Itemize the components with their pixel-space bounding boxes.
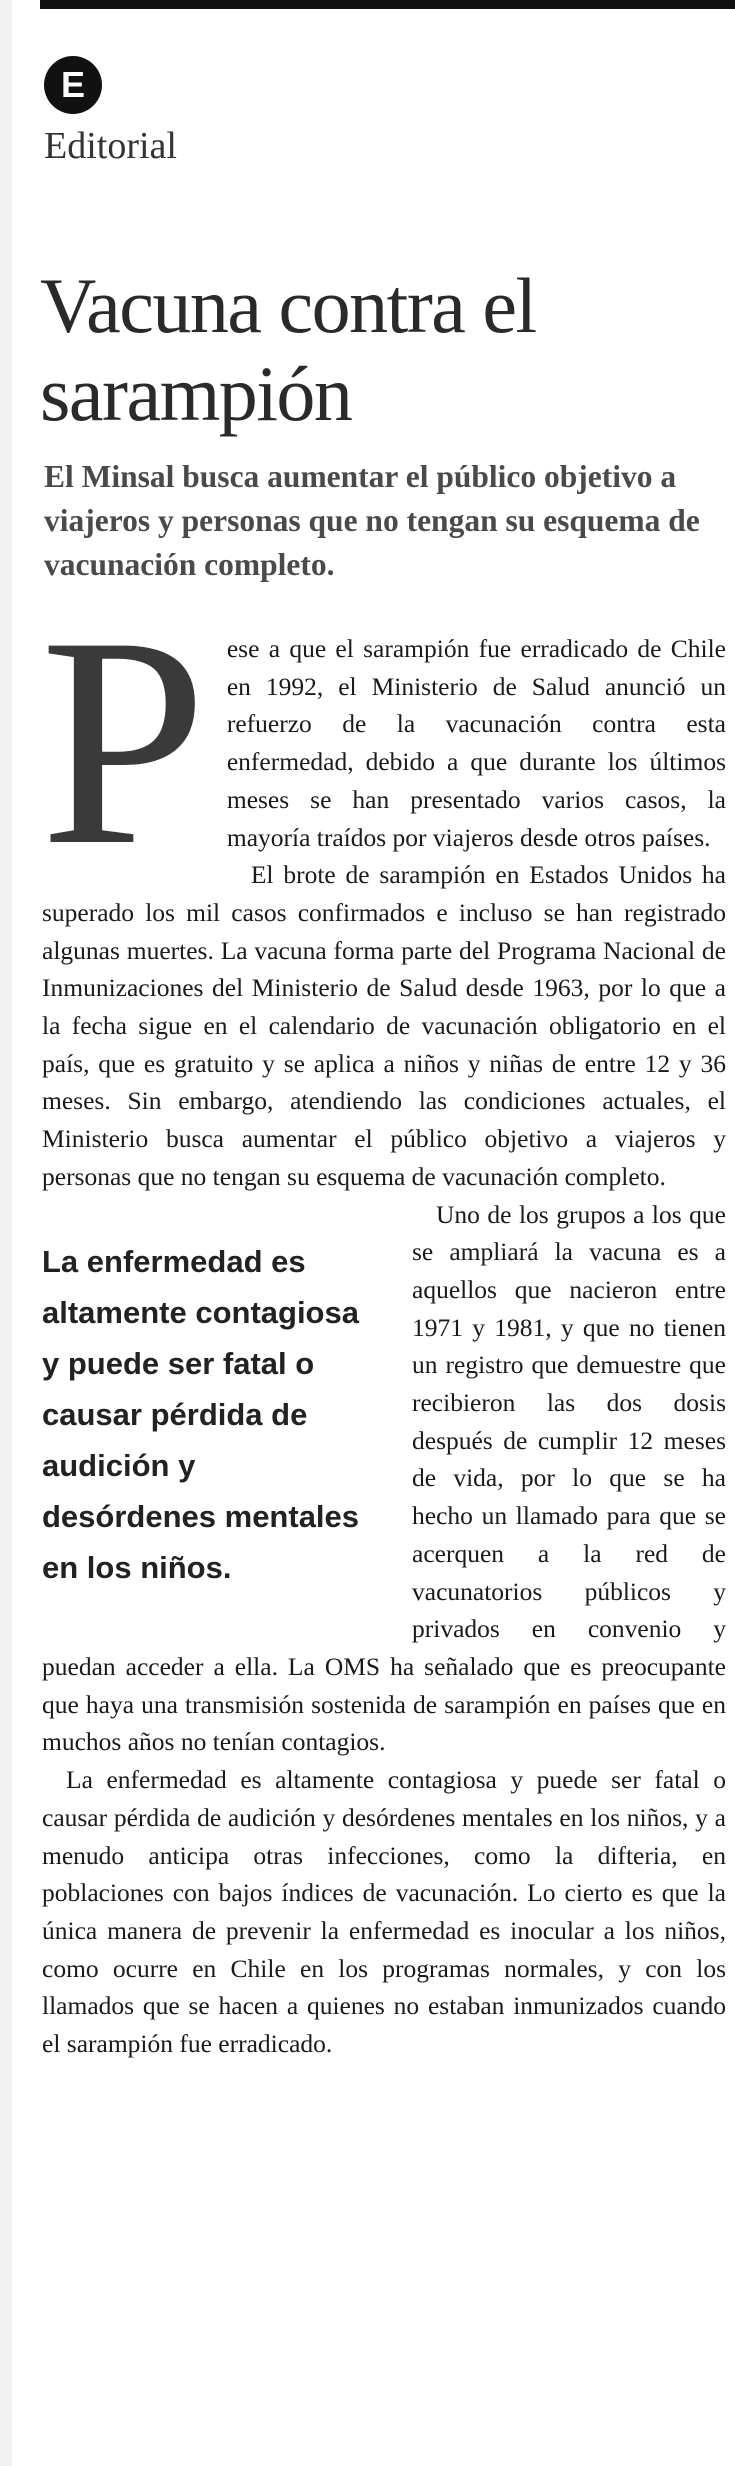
headline: Vacuna contra el sarampión: [40, 262, 536, 437]
paragraph-4: La enfermedad es altamente contagiosa y puede ser fatal o causar pérdida de audición y desórdenes mentales en los niños, y a menudo anticipa otras infecciones, como la difteria, en poblaciones con bajos índices de vacunación. Lo cierto es que la única manera de prevenir la enfermedad es inocular a los niños, como ocurre en Chile en los programas normales, y con los llamados que se hacen a quienes no estaban inmunizados cuando el sarampión fue erradicado.: [42, 1765, 726, 2059]
top-rule: [40, 0, 735, 9]
section-label: Editorial: [44, 125, 177, 167]
paragraph-1: [40, 575, 726, 907]
editorial-badge-icon: [44, 56, 102, 114]
page-gutter: [0, 0, 12, 2466]
paragraph-1-text: ese a que el sarampión fue erradicado de Chile en 1992, el Ministerio de Salud anunció un refuerzo de la vacunación contra esta enfermedad, debido a que durante los últimos meses se han presentado varios casos, la mayoría traídos por viajeros desde otros países.: [226, 634, 726, 852]
drop-cap: P: [40, 575, 207, 907]
pullquote: La enfermedad es altamente contagiosa y puede ser fatal o causar pérdida de audición y desórdenes mentales en los niños.: [42, 1243, 360, 1585]
deck-subtitle: El Minsal busca aumentar el público objetivo a viajeros y personas que no tengan su esquema de vacunación completo.: [44, 459, 700, 582]
paragraph-2: El brote de sarampión en Estados Unidos ha superado los mil casos confirmados e incluso se han registrado algunas muertes. La vacuna forma parte del Programa Nacional de Inmunizaciones del Ministerio de Salud desde 1963, por lo que a la fecha sigue en el calendario de vacunación obligatorio en el país, que es gratuito y se aplica a niños y niñas de entre 12 y 36 meses. Sin embargo, atendiendo las condiciones actuales, el Ministerio busca aumentar el público objetivo a viajeros y personas que no tengan su esquema de vacunación completo.: [42, 860, 726, 1191]
article-body: [40, 575, 726, 2063]
paragraph-3: [42, 1196, 726, 1762]
paragraph-3-text: Uno de los grupos a los que se ampliará la vacuna es a aquellos que nacieron entre 1971 y 1981, y que no tienen un registro que demuestre que recibieron las dos dosis después de cumplir 12 meses de vida, por lo que se ha hecho un llamado para que se acerquen a la red de vacunatorios públicos y privados en convenio y puedan acceder a ella. La OMS ha señalado que es preocupante que haya una transmisión sostenida de sarampión en países que en muchos años no tenían contagios.: [42, 1199, 726, 1757]
badge-letter: E: [60, 64, 85, 105]
